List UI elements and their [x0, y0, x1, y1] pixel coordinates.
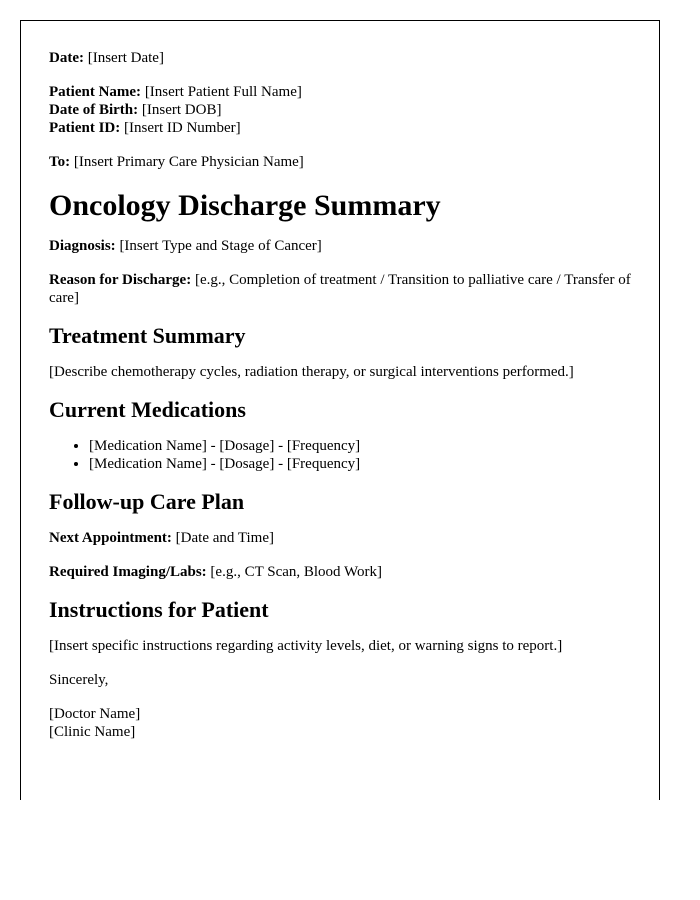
medication-item: • [Medication Name] - [Dosage] - [Frequency] [89, 437, 631, 455]
patient-id-label: Patient ID: [49, 120, 121, 136]
dob-line [49, 101, 631, 119]
clinic-name: [Clinic Name] [49, 724, 136, 740]
patient-id-value: [Insert ID Number] [124, 120, 241, 136]
reason-label: Reason for Discharge: [49, 272, 192, 288]
document-page [20, 20, 660, 800]
patient-id-line [49, 119, 631, 137]
imaging-value: [e.g., CT Scan, Blood Work] [210, 564, 382, 580]
patient-name-value: [Insert Patient Full Name] [144, 84, 302, 100]
date-label: Date: [49, 50, 84, 66]
next-appointment-label: Next Appointment: [49, 530, 172, 546]
patient-name-label: Patient Name: [49, 84, 142, 100]
diagnosis-line [49, 237, 631, 255]
signature-block [49, 705, 631, 741]
imaging-line [49, 563, 631, 581]
patient-name-line [49, 83, 631, 101]
medications-heading: Current Medications [49, 397, 246, 422]
medication-item: • [Medication Name] - [Dosage] - [Frequency] [89, 455, 631, 473]
medications-list [49, 437, 631, 473]
reason-value: [e.g., Completion of treatment / Transition to palliative care / Transfer of care] [49, 272, 631, 306]
salutation: Sincerely, [49, 672, 109, 688]
next-appointment-value: [Date and Time] [175, 530, 274, 546]
date-value: [Insert Date] [87, 50, 164, 66]
to-label: To: [49, 154, 71, 170]
date-line [49, 49, 631, 67]
instructions-text: [Insert specific instructions regarding activity levels, diet, or warning signs to report.] [49, 638, 563, 654]
treatment-text: [Describe chemotherapy cycles, radiation therapy, or surgical interventions performed.] [49, 364, 574, 380]
diagnosis-value: [Insert Type and Stage of Cancer] [119, 238, 322, 254]
instructions-heading: Instructions for Patient [49, 597, 269, 622]
to-line [49, 153, 631, 171]
dob-value: [Insert DOB] [141, 102, 222, 118]
reason-line [49, 271, 631, 307]
imaging-label: Required Imaging/Labs: [49, 564, 207, 580]
patient-info [49, 83, 631, 137]
followup-heading: Follow-up Care Plan [49, 489, 245, 514]
document-title: Oncology Discharge Summary [49, 189, 441, 222]
doctor-name: [Doctor Name] [49, 706, 141, 722]
dob-label: Date of Birth: [49, 102, 139, 118]
to-value: [Insert Primary Care Physician Name] [73, 154, 304, 170]
next-appointment-line [49, 529, 631, 547]
treatment-heading: Treatment Summary [49, 323, 246, 348]
diagnosis-label: Diagnosis: [49, 238, 116, 254]
